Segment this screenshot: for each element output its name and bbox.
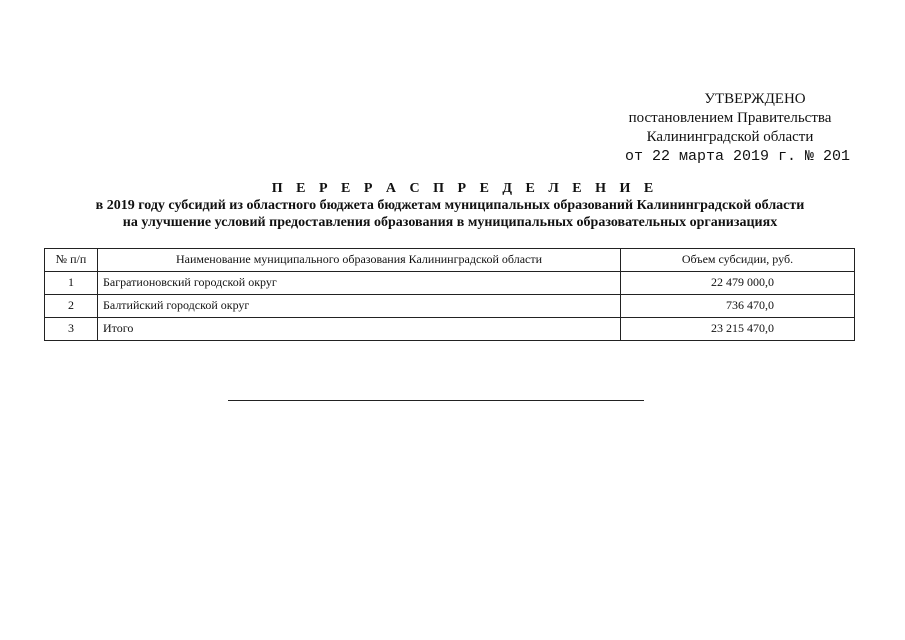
closing-rule bbox=[228, 400, 644, 401]
approval-block bbox=[580, 90, 880, 166]
approval-line-1: постановлением Правительства bbox=[628, 110, 832, 126]
approval-line-2: Калининградской области bbox=[646, 129, 814, 145]
row-amount: 736 470,0 bbox=[621, 295, 855, 318]
subsidy-table bbox=[44, 248, 855, 341]
approval-title: УТВЕРЖДЕНО bbox=[704, 91, 806, 107]
table-row bbox=[45, 295, 855, 318]
row-number: 1 bbox=[45, 272, 98, 295]
row-total-amount: 23 215 470,0 bbox=[621, 318, 855, 341]
table-row-total bbox=[45, 318, 855, 341]
table-header-row bbox=[45, 249, 855, 272]
table-row bbox=[45, 272, 855, 295]
document-title: П Е Р Е Р А С П Р Е Д Е Л Е Н И Е bbox=[271, 181, 659, 196]
header-number: № п/п bbox=[45, 249, 98, 272]
row-number: 2 bbox=[45, 295, 98, 318]
document-subtitle-line-1: в 2019 году субсидий из областного бюджета бюджетам муниципальных образований Калининградской области bbox=[95, 198, 805, 213]
document-subtitle-line-2: на улучшение условий предоставления образования в муниципальных образовательных организациях bbox=[122, 215, 778, 230]
row-total-label: Итого bbox=[98, 318, 621, 341]
header-municipality: Наименование муниципального образования Калининградской области bbox=[98, 249, 621, 272]
row-municipality: Балтийский городской округ bbox=[98, 295, 621, 318]
row-number: 3 bbox=[45, 318, 98, 341]
header-subsidy-amount: Объем субсидии, руб. bbox=[621, 249, 855, 272]
row-amount: 22 479 000,0 bbox=[621, 272, 855, 295]
approval-date: от 22 марта 2019 г. № 201 bbox=[624, 148, 850, 165]
row-municipality: Багратионовский городской округ bbox=[98, 272, 621, 295]
document-heading bbox=[40, 180, 860, 231]
